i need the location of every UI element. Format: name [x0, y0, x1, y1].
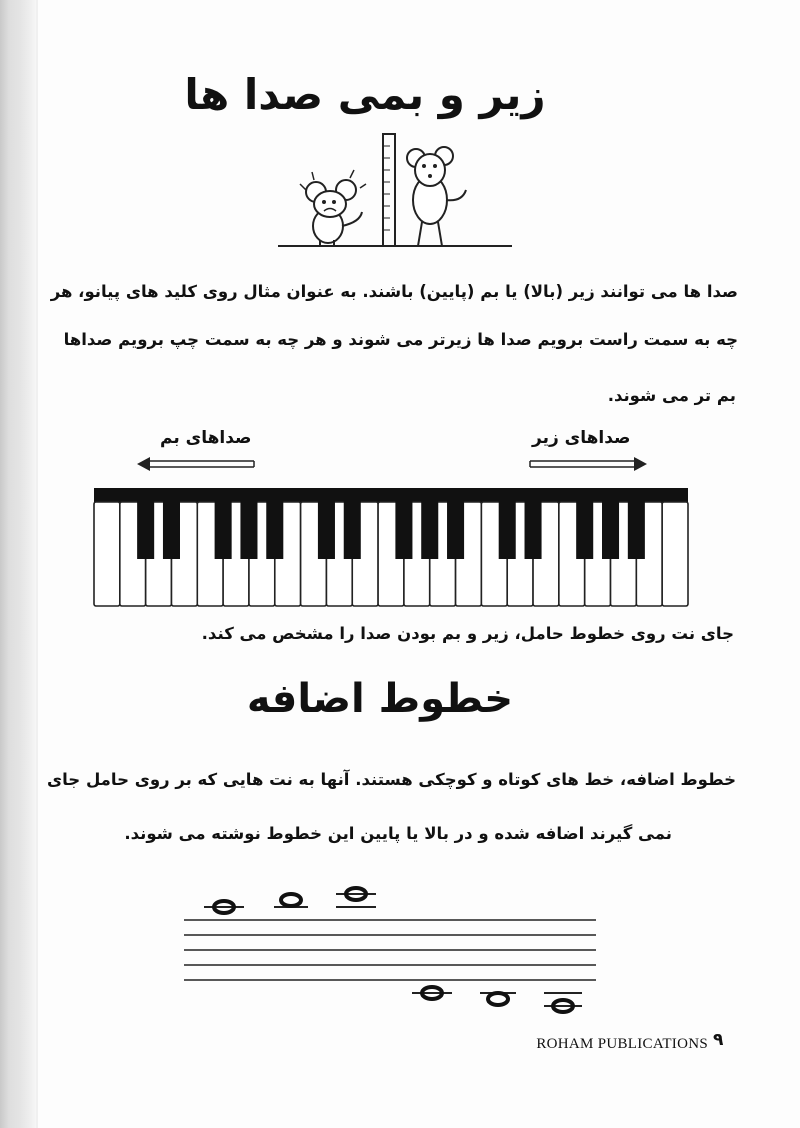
footer-publisher: ROHAM PUBLICATIONS	[536, 1036, 708, 1052]
paragraph-pitch-line-1: صدا ها می توانند زیر (بالا) یا بم (پایین) باشند. به عنوان مثال روی کلید های پیانو، هر	[50, 282, 738, 301]
piano-white-key	[94, 502, 120, 606]
piano-black-key	[266, 501, 283, 559]
page-number: ۹	[713, 1030, 724, 1050]
label-low-sounds: صداهای بم	[160, 428, 252, 448]
piano-black-key	[421, 501, 438, 559]
paragraph-ledger-line-1: خطوط اضافه، خط های کوتاه و کوچکی هستند. آنها به نت هایی که بر روی حامل جای	[46, 770, 736, 789]
paragraph-pitch-line-3: بم تر می شوند.	[607, 386, 736, 405]
piano-black-key	[576, 501, 593, 559]
caption-staff-pitch: جای نت روی خطوط حامل، زیر و بم بودن صدا را مشخص می کند.	[201, 624, 734, 643]
piano-black-key	[163, 501, 180, 559]
piano-black-key	[318, 501, 335, 559]
paragraph-ledger-line-2: نمی گیرند اضافه شده و در بالا یا پایین این خطوط نوشته می شوند.	[124, 824, 672, 843]
mice-illustration	[270, 128, 520, 252]
heading-ledger-lines: خطوط اضافه	[246, 676, 514, 722]
piano-black-key	[344, 501, 361, 559]
paragraph-pitch-line-2: چه به سمت راست برویم صدا ها زیرتر می شوند و هر چه به سمت چپ برویم صداها	[63, 330, 738, 349]
piano-black-key	[447, 501, 464, 559]
piano-top-band	[94, 488, 688, 502]
label-high-sounds: صداهای زیر	[532, 428, 631, 448]
music-staff-ledger-lines	[180, 880, 600, 1020]
piano-white-key	[662, 502, 688, 606]
piano-keyboard	[94, 488, 688, 606]
piano-black-key	[137, 501, 154, 559]
piano-black-key	[525, 501, 542, 559]
piano-black-key	[395, 501, 412, 559]
piano-black-key	[602, 501, 619, 559]
piano-black-key	[628, 501, 645, 559]
heading-pitch: زیر و بمی صدا ها	[184, 70, 546, 119]
arrow-left-icon	[136, 456, 256, 472]
piano-black-key	[499, 501, 516, 559]
piano-black-key	[240, 501, 257, 559]
page-binding-shadow	[0, 0, 36, 1128]
arrow-right-icon	[528, 456, 648, 472]
piano-black-key	[215, 501, 232, 559]
